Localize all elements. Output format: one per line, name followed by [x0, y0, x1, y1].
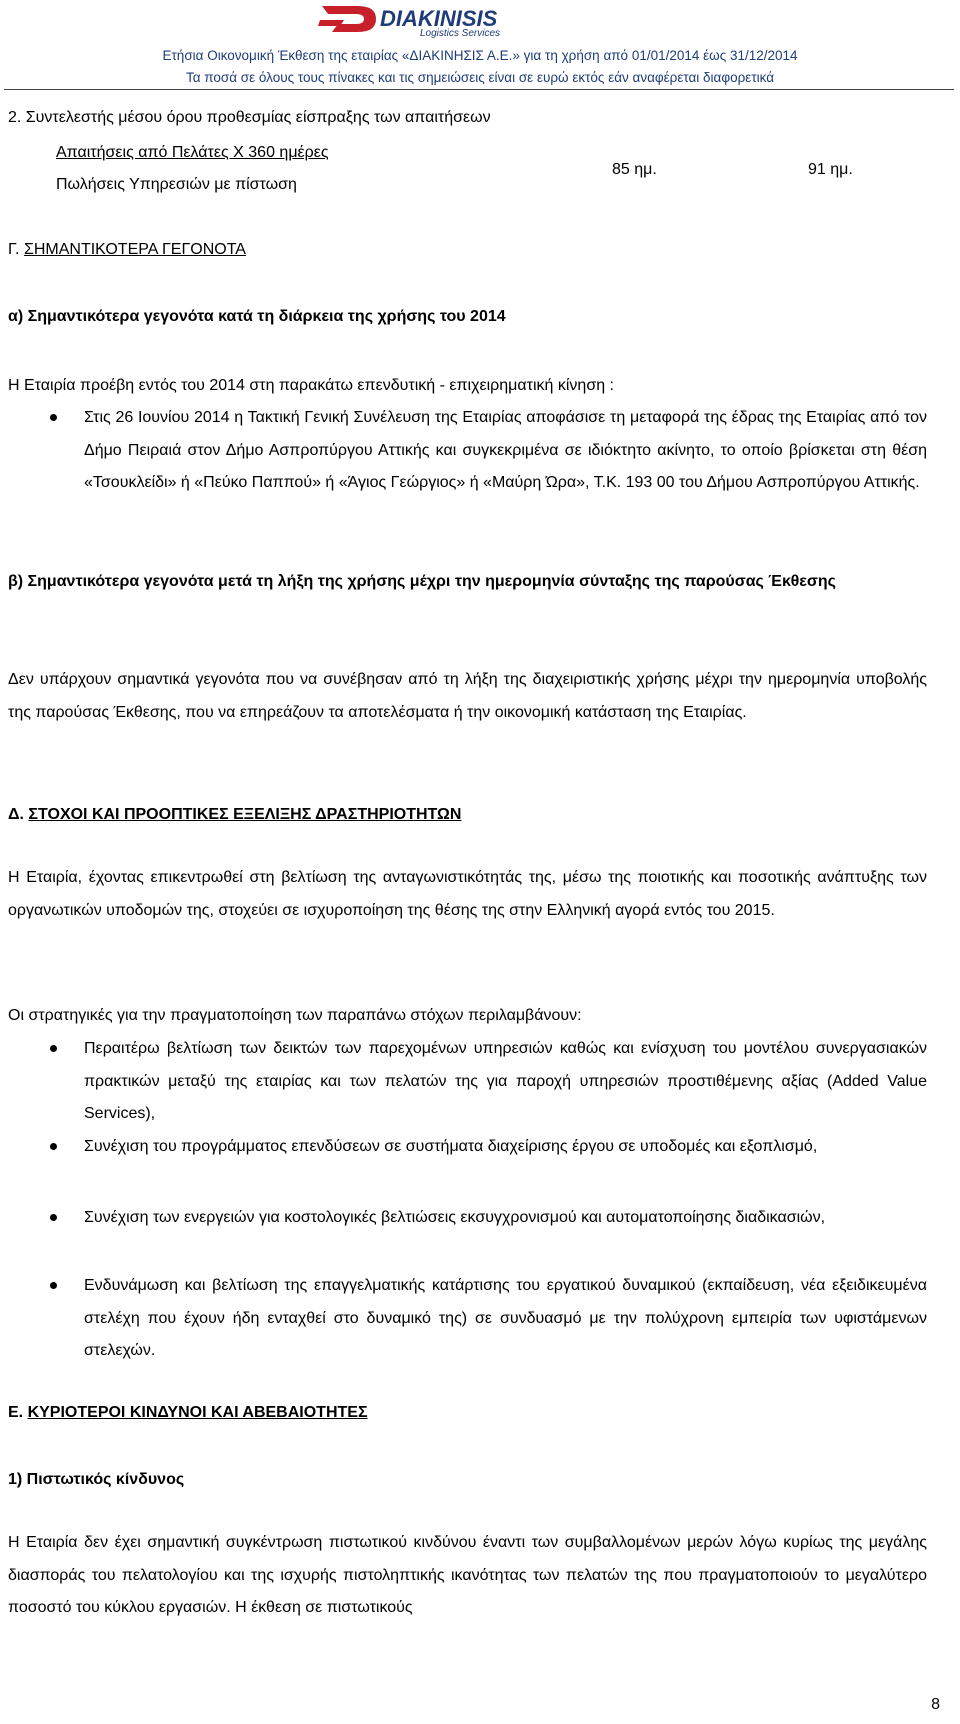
report-header-subtitle: Τα ποσά σε όλους τους πίνακες και τις σημειώσεις είναι σε ευρώ εκτός εάν αναφέρεται διαφορετικά — [185, 70, 775, 85]
section-e-sub-1: 1) Πιστωτικός κίνδυνος — [8, 1471, 185, 1488]
strategy-item: Συνέχιση των ενεργειών για κοστολογικές βελτιώσεις εκσυγχρονισμού και αυτοματοποίησης διαδικασιών, — [84, 1209, 826, 1226]
bullet-icon — [50, 414, 57, 421]
section-d-prefix: Δ. — [8, 806, 24, 823]
section-e-prefix: Ε. — [8, 1404, 24, 1421]
section-g-intro: Η Εταιρία προέβη εντός του 2014 στη παρακάτω επενδυτική - επιχειρηματική κίνηση : — [8, 377, 614, 394]
section-d-heading — [8, 805, 461, 825]
ratio-numerator: Απαιτήσεις από Πελάτες Χ 360 ημέρες — [56, 144, 329, 161]
bullet-icon — [50, 1045, 57, 1052]
section-d-para: Η Εταιρία, έχοντας επικεντρωθεί στη βελτίωση της ανταγωνιστικότητάς της, μέσω της ποιοτικής και ποσοτικής ανάπτυξης των οργανωτικών υποδομών της, στοχεύει σε ισχυροποίηση της θέσης της στην Ελληνική αγορά εντός του 2015. — [8, 869, 927, 919]
section-g-para-b: Δεν υπάρχουν σημαντικά γεγονότα που να συνέβησαν από τη λήξη της διαχειριστικής χρήσης μέχρι την ημερομηνία υποβολής της παρούσας Έκθεσης, που να επηρεάζουν τα αποτελέσματα ή την οικονομική κατάσταση της Εταιρίας. — [8, 671, 927, 721]
strategy-item: Περαιτέρω βελτίωση των δεικτών των παρεχομένων υπηρεσιών καθώς και ενίσχυση του μοντέλου συνεργασιακών πρακτικών μεταξύ της εταιρίας και των πελατών της για παροχή υπηρεσιών προστιθέμενης αξίας (Added Value Services), — [84, 1040, 927, 1122]
section-g-bullet: Στις 26 Ιουνίου 2014 η Τακτική Γενική Συνέλευση της Εταιρίας αποφάσισε τη μεταφορά της έδρας της Εταιρίας από τον Δήμο Πειραιά στον Δήμο Ασπροπύργου Αττικής και συγκεκριμένα σε ιδιόκτητο ακίνητο, το οποίο βρίσκεται στη θέση «Τσουκλείδι» ή «Πεύκο Παππού» ή «Άγιος Γεώργιος» ή «Μαύρη Ώρα», Τ.Κ. 193 00 του Δήμου Ασπροπύργου Αττικής. — [84, 409, 927, 491]
bullet-icon — [50, 1143, 57, 1150]
section-d-strategies-intro: Οι στρατηγικές για την πραγματοποίηση των παραπάνω στόχων περιλαμβάνουν: — [8, 1007, 582, 1024]
ratio-denominator: Πωλήσεις Υπηρεσιών με πίστωση — [56, 176, 297, 193]
section-e-heading — [8, 1403, 368, 1423]
section-g-sub-a: α) Σημαντικότερα γεγονότα κατά τη διάρκεια της χρήσης του 2014 — [8, 308, 506, 325]
ratio-value-2013: 91 ημ. — [808, 161, 853, 178]
report-header-title: Ετήσια Οικονομική Έκθεση της εταιρίας «ΔΙΑΚΙΝΗΣΙΣ Α.Ε.» για τη χρήση από 01/01/2014 έως 31/12/2014 — [162, 48, 798, 63]
section-e-title: ΚΥΡΙΟΤΕΡΟΙ ΚΙΝΔΥΝΟΙ ΚΑΙ ΑΒΕΒΑΙΟΤΗΤΕΣ — [27, 1404, 368, 1421]
section-g-title: ΣΗΜΑΝΤΙΚΟΤΕΡΑ ΓΕΓΟΝΟΤΑ — [23, 241, 246, 258]
ratio-title: 2. Συντελεστής μέσου όρου προθεσμίας είσπραξης των απαιτήσεων — [8, 109, 491, 126]
page-number: 8 — [931, 1696, 940, 1713]
ratio-value-2014: 85 ημ. — [612, 161, 657, 178]
section-d-title: ΣΤΟΧΟΙ ΚΑΙ ΠΡΟΟΠΤΙΚΕΣ ΕΞΕΛΙΞΗΣ ΔΡΑΣΤΗΡΙΟΤΗΤΩΝ — [28, 806, 462, 823]
logo-subtext: Logistics Services — [420, 28, 501, 38]
section-g-heading — [8, 240, 246, 260]
bullet-icon — [50, 1282, 57, 1289]
logo-text: DIAKINISIS — [380, 6, 498, 31]
company-logo — [318, 2, 558, 38]
section-g-prefix: Γ. — [8, 241, 20, 258]
section-e-para: Η Εταιρία δεν έχει σημαντική συγκέντρωση πιστωτικού κινδύνου έναντι των συμβαλλομένων μερών λόγω κυρίως της μεγάλης διασποράς του πελατολογίου και της ισχυρής πιστοληπτικής ικανότητας των πελατών της που πραγματοποιούν το μεγαλύτερο ποσοστό του κύκλου εργασιών. Η έκθεση σε πιστωτικούς — [8, 1534, 927, 1616]
bullet-icon — [50, 1214, 57, 1221]
header-divider — [4, 89, 954, 90]
section-g-sub-b: β) Σημαντικότερα γεγονότα μετά τη λήξη της χρήσης μέχρι την ημερομηνία σύνταξης της παρούσας Έκθεσης — [8, 573, 836, 590]
strategy-item: Ενδυνάμωση και βελτίωση της επαγγελματικής κατάρτισης του εργατικού δυναμικού (εκπαίδευση, νέα εξειδικευμένα στελέχη που έχουν ήδη ενταχθεί στο δυναμικό της) σε συνδυασμό με την πολύχρονη εμπειρία των υφιστάμενων στελεχών. — [84, 1277, 927, 1359]
strategy-item: Συνέχιση του προγράμματος επενδύσεων σε συστήματα διαχείρισης έργου σε υποδομές και εξοπλισμό, — [84, 1138, 818, 1155]
